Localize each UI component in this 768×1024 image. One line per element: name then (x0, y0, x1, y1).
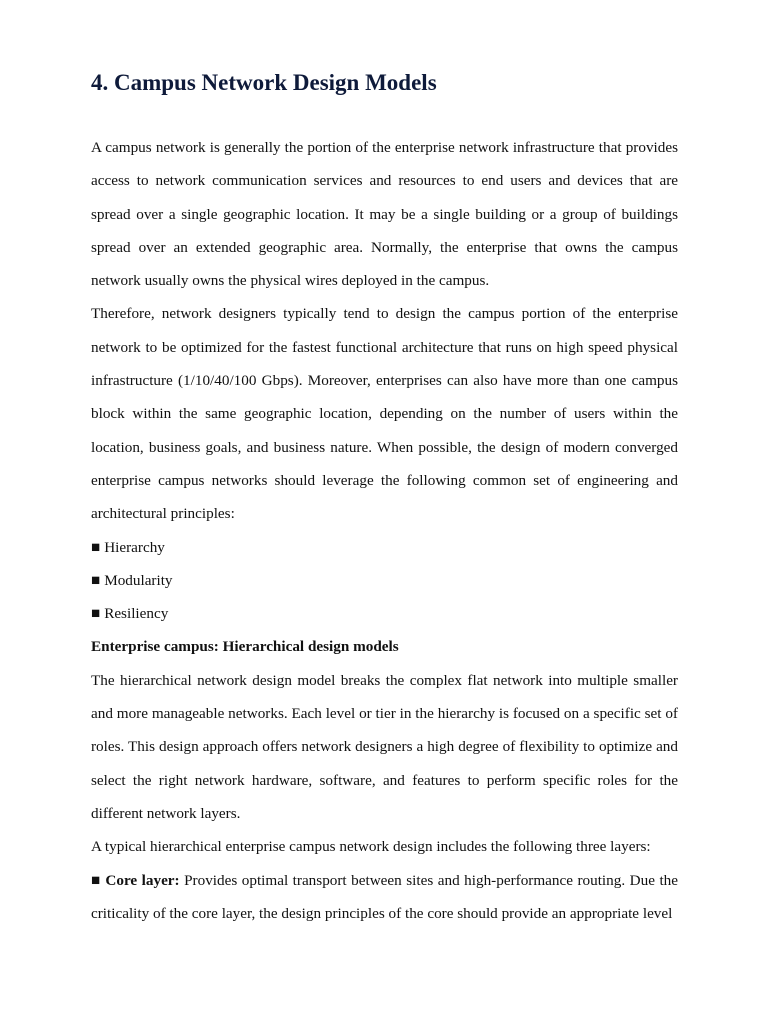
three-layers-paragraph: A typical hierarchical enterprise campus network design includes the following three layers: (91, 838, 651, 856)
square-bullet-icon: ■ (91, 871, 101, 889)
hierarchical-model-paragraph: The hierarchical network design model breaks the complex flat network into multiple smaller and more manageable networks. Each level or tier in the hierarchy is focused on a specific set of roles. This design approach offers network designers a high degree of flexibility to optimize and select the right network hardware, software, and features to perform specific roles for the different network layers. (91, 671, 678, 822)
design-principles-paragraph: Therefore, network designers typically tend to design the campus portion of the enterprise network to be optimized for the fastest functional architecture that runs on high speed physical infrastructure (1/10/40/100 Gbps). Moreover, enterprises can also have more than one campus block within the same geographic location, depending on the number of users within the location, business goals, and business nature. When possible, the design of modern converged enterprise campus networks should leverage the following common set of engineering and architectural principles: (91, 305, 678, 523)
bullet-modularity (91, 564, 678, 597)
bullet-label: Hierarchy (104, 538, 165, 556)
core-layer-text: Provides optimal transport between sites and high-performance routing. Due the criticality of the core layer, the design principles of the core should provide an appropriate level (91, 871, 678, 922)
square-bullet-icon: ■ (91, 605, 101, 623)
bullet-core-layer (91, 864, 678, 931)
bullet-label: Resiliency (104, 605, 169, 623)
square-bullet-icon: ■ (91, 571, 101, 589)
core-layer-label: Core layer: (105, 871, 180, 889)
section-subheading: Enterprise campus: Hierarchical design models (91, 638, 399, 656)
document-page (91, 68, 678, 930)
page-title: 4. Campus Network Design Models (91, 70, 437, 95)
bullet-hierarchy (91, 531, 678, 564)
title-spacer (91, 98, 678, 131)
intro-paragraph: A campus network is generally the portion of the enterprise network infrastructure that provides access to network communication services and resources to end users and devices that are spread over a single geographic location. It may be a single building or a group of buildings spread over an extended geographic area. Normally, the enterprise that owns the campus network usually owns the physical wires deployed in the campus. (91, 139, 678, 290)
bullet-resiliency (91, 597, 678, 630)
bullet-label: Modularity (104, 571, 173, 589)
square-bullet-icon: ■ (91, 538, 101, 556)
